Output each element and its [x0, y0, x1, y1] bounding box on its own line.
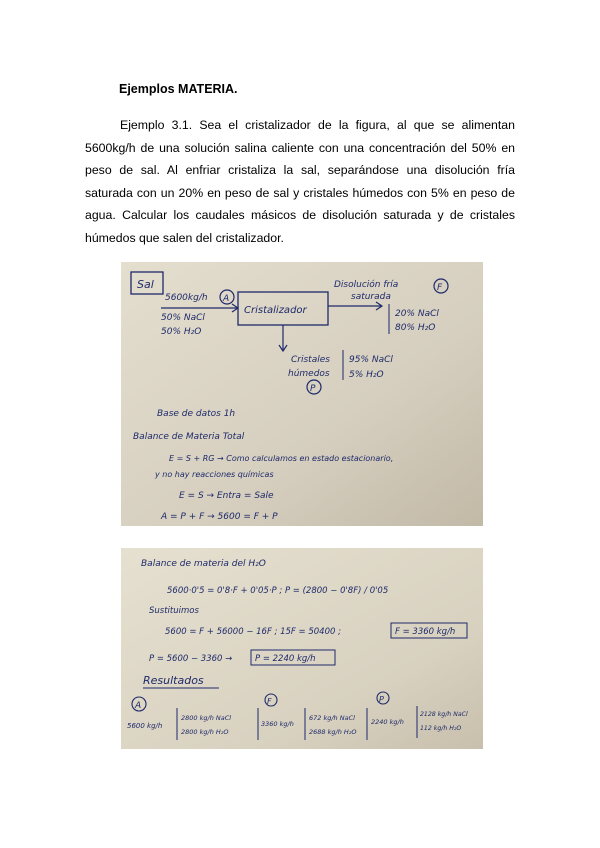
- feed-box-label: Sal: [137, 278, 154, 291]
- result-p-comp-1: 2128 kg/h NaCl: [420, 711, 468, 718]
- feed-flow: 5600kg/h: [165, 293, 208, 303]
- result-a-comp-1: 2800 kg/h NaCl: [181, 714, 232, 722]
- result-p-letter: P: [379, 695, 384, 704]
- outlet-comp-2: 80% H₂O: [395, 323, 436, 333]
- result-f-boxed: F = 3360 kg/h: [395, 627, 456, 637]
- result-f-comp-2: 2688 kg/h H₂O: [309, 728, 357, 736]
- result-p-eq: P = 5600 − 3360 →: [149, 654, 233, 664]
- result-p-flow: 2240 kg/h: [371, 718, 404, 726]
- outlet-label-2: saturada: [351, 292, 391, 302]
- problem-statement: Ejemplo 3.1. Sea el cristalizador de la figura, al que se alimentan 5600kg/h de una solución salina caliente con una concentración del 50% en peso de sal. Al enfriar cristaliza la sal, separándose una disolución fría saturada con un 20% en peso de sal y cristales húmedos con 5% en peso de agua. Calcular los caudales másicos de disolución saturada y de cristales húmedos que salen del cristalizador.: [85, 118, 515, 245]
- basis-line: Base de datos 1h: [157, 409, 236, 419]
- equation-1: E = S + RG → Como calculamos en estado estacionario,: [169, 454, 394, 463]
- crystals-label-1: Cristales: [291, 355, 330, 365]
- crystals-comp-2: 5% H₂O: [349, 370, 384, 380]
- water-balance-eq: 5600·0'5 = 0'8·F + 0'05·P ; P = (2800 − 0'8F) / 0'05: [167, 586, 389, 596]
- feed-comp-1: 50% NaCl: [161, 313, 205, 323]
- result-f-letter: F: [267, 697, 272, 706]
- equation-2: E = S → Entra = Sale: [179, 491, 274, 501]
- document-heading: Ejemplos MATERIA.: [119, 82, 238, 96]
- handwritten-calculation-photo: [121, 548, 483, 749]
- substitution-eq: 5600 = F + 56000 − 16F ; 15F = 50400 ;: [165, 627, 341, 637]
- outlet-label-1: Disolución fría: [334, 280, 399, 290]
- feed-comp-2: 50% H₂O: [161, 327, 202, 337]
- outlet-letter: F: [437, 283, 443, 293]
- result-p-boxed: P = 2240 kg/h: [255, 654, 316, 664]
- crystallizer-label: Cristalizador: [244, 305, 307, 316]
- results-heading: Resultados: [143, 674, 204, 687]
- balance-title: Balance de Materia Total: [133, 432, 245, 442]
- equation-3: A = P + F → 5600 = F + P: [161, 512, 278, 522]
- crystals-letter: P: [310, 384, 316, 394]
- equation-1b: y no hay reacciones químicas: [155, 470, 274, 479]
- result-p-comp-2: 112 kg/h H₂O: [420, 725, 462, 732]
- crystals-comp-1: 95% NaCl: [349, 355, 393, 365]
- substitution-label: Sustituimos: [149, 606, 199, 616]
- water-balance-title: Balance de materia del H₂O: [141, 559, 266, 569]
- handwritten-diagram-photo: [121, 262, 483, 526]
- result-a-flow: 5600 kg/h: [127, 722, 163, 730]
- result-a-letter: A: [135, 701, 142, 711]
- result-f-comp-1: 672 kg/h NaCl: [309, 714, 355, 722]
- outlet-comp-1: 20% NaCl: [395, 309, 439, 319]
- result-a-comp-2: 2800 kg/h H₂O: [181, 728, 229, 736]
- result-f-flow: 3360 kg/h: [261, 720, 294, 728]
- feed-letter: A: [223, 294, 230, 304]
- crystals-label-2: húmedos: [288, 369, 330, 379]
